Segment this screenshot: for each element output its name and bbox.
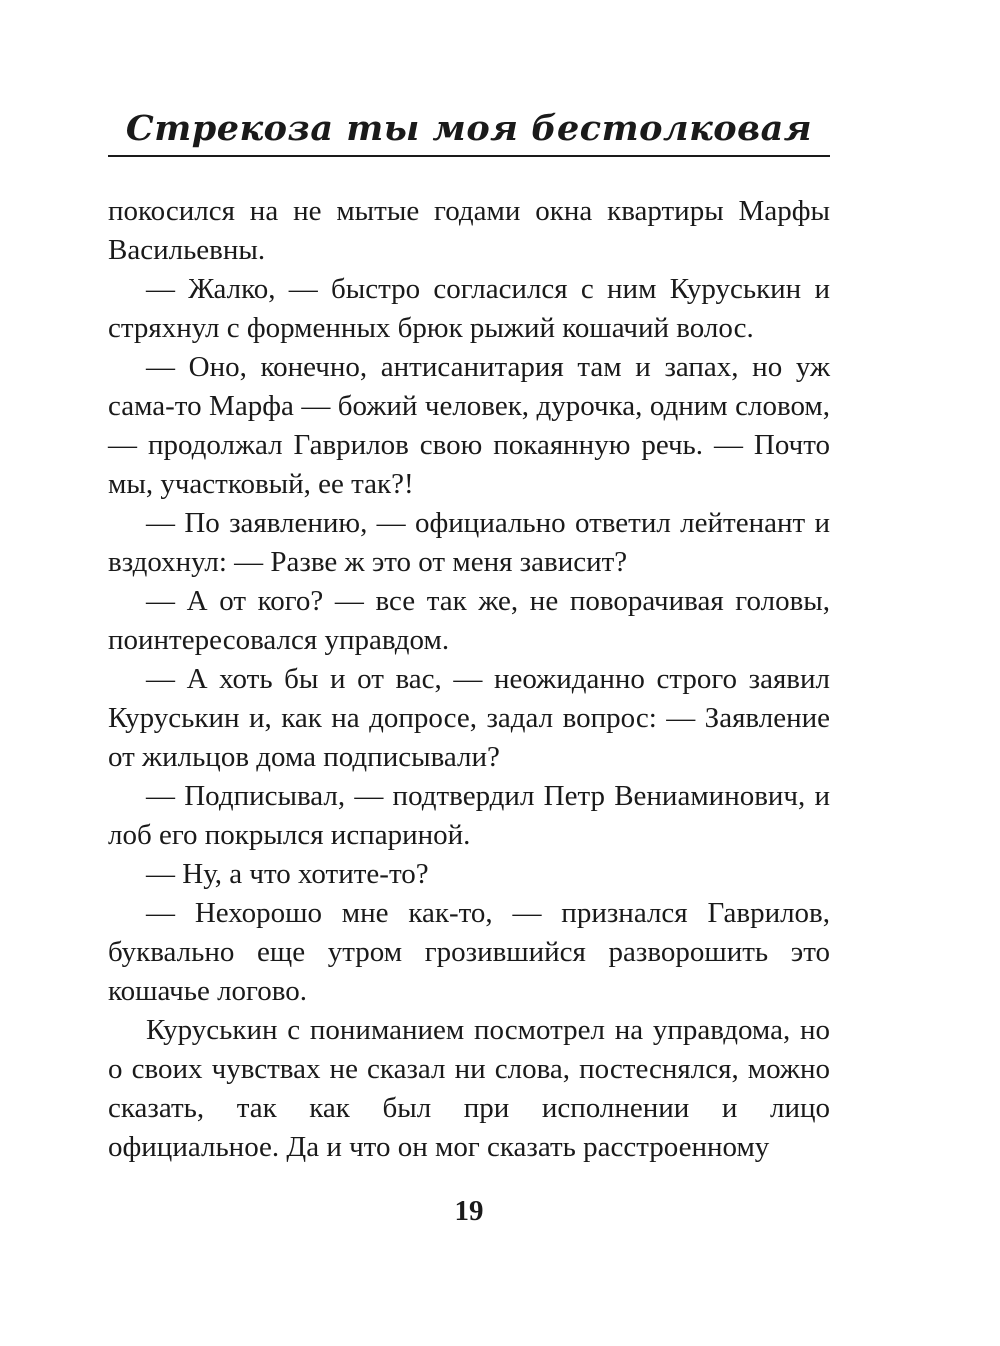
paragraph: — А хоть бы и от вас, — неожиданно строго заявил Куруськин и, как на допросе, задал вопрос: — Заявление от жильцов дома подписывали? bbox=[108, 663, 830, 773]
header-rule bbox=[108, 155, 830, 157]
paragraph: — Жалко, — быстро согласился с ним Куруськин и стряхнул с форменных брюк рыжий кошачий волос. bbox=[108, 273, 830, 344]
paragraph: — Оно, конечно, антисанитария там и запах, но уж сама-то Марфа — божий человек, дурочка, одним словом, — продолжал Гаврилов свою покаянную речь. — Почто мы, участковый, ее так?! bbox=[108, 351, 830, 500]
paragraph: — Ну, а что хотите-то? bbox=[146, 858, 429, 890]
paragraph: покосился на не мытые годами окна квартиры Марфы Васильевны. bbox=[108, 195, 830, 266]
page-number: 19 bbox=[454, 1195, 484, 1227]
body-text bbox=[108, 192, 830, 1167]
paragraph: — По заявлению, — официально ответил лейтенант и вздохнул: — Разве ж это от меня зависит? bbox=[108, 507, 830, 578]
paragraph: — Нехорошо мне как-то, — признался Гаврилов, буквально еще утром грозившийся разворошить это кошачье логово. bbox=[108, 897, 830, 1007]
paragraph: — Подписывал, — подтвердил Петр Вениаминович, и лоб его покрылся испариной. bbox=[108, 780, 830, 851]
paragraph: Куруськин с пониманием посмотрел на управдома, но о своих чувствах не сказал ни слова, постеснялся, можно сказать, так как был при исполнении и лицо официальное. Да и что он мог сказать расстроенному bbox=[108, 1014, 830, 1163]
running-head-title: Стрекоза ты моя бестолковая bbox=[125, 108, 813, 149]
paragraph: — А от кого? — все так же, не поворачивая головы, поинтересовался управдом. bbox=[108, 585, 830, 656]
